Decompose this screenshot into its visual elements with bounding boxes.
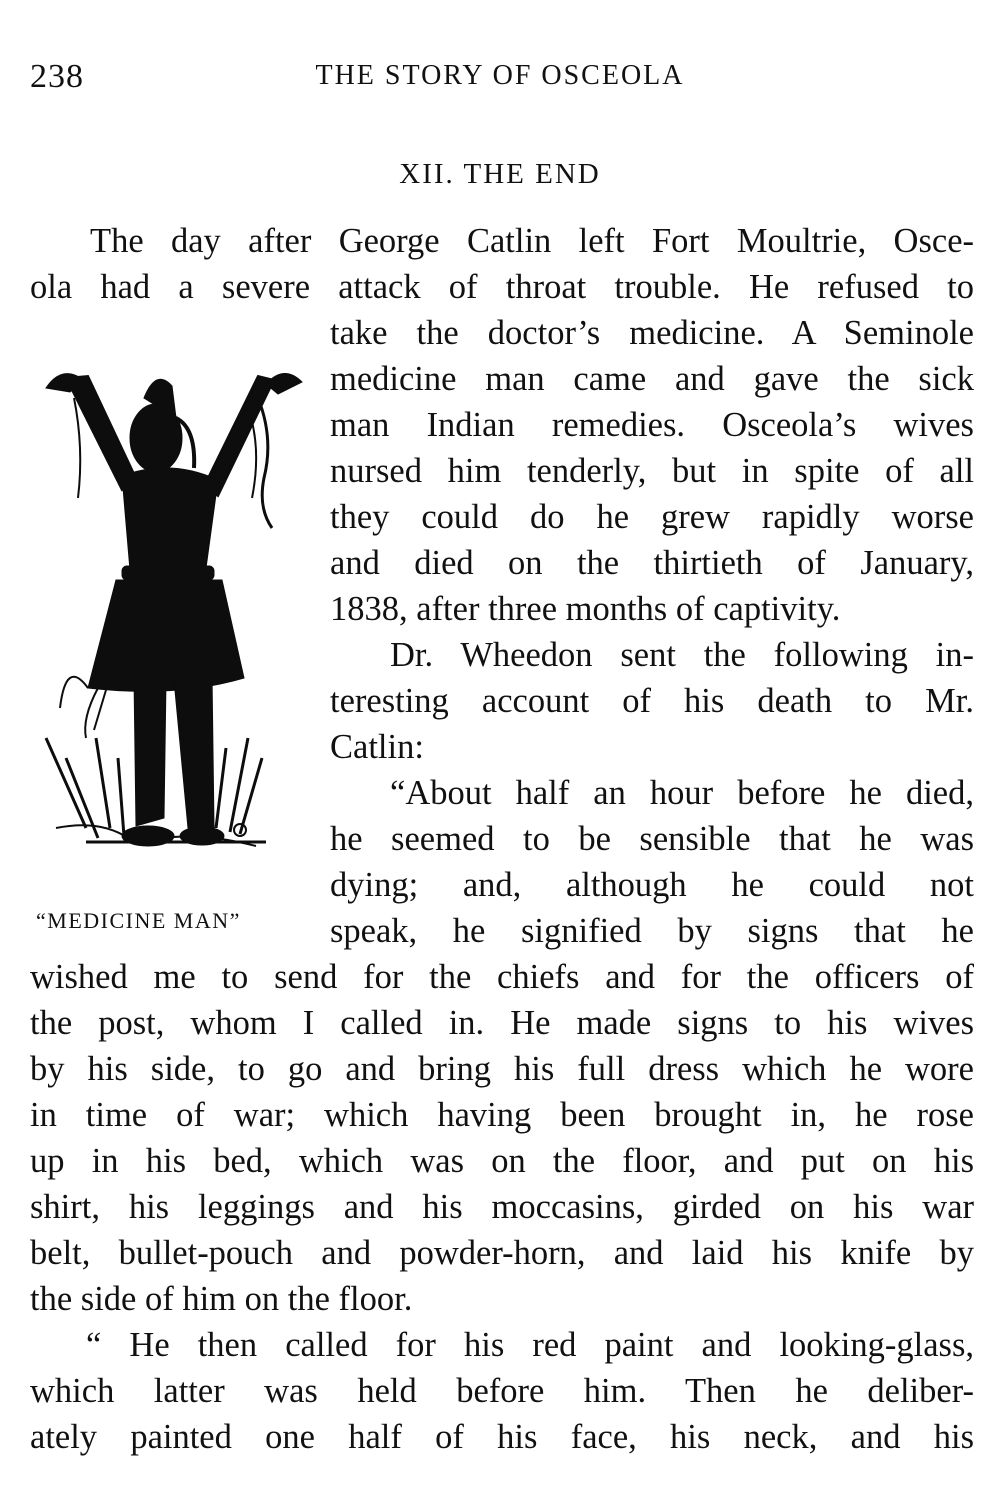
- text-line: by his side, to go and bring his full dress which he wore: [30, 1050, 974, 1088]
- page-number: 238: [30, 58, 84, 95]
- text-line: Dr. Wheedon sent the following in-: [390, 636, 974, 674]
- running-title: THE STORY OF OSCEOLA: [315, 60, 685, 91]
- chapter-title: XII. THE END: [399, 158, 601, 190]
- text-line: belt, bullet-pouch and powder-horn, and laid his knife by: [30, 1234, 974, 1272]
- text-line: they could do he grew rapidly worse: [330, 498, 974, 536]
- text-line: teresting account of his death to Mr.: [330, 682, 974, 720]
- medicine-man-illustration: [26, 358, 316, 898]
- text-line: “About half an hour before he died,: [390, 774, 974, 812]
- text-line: the post, whom I called in. He made signs to his wives: [30, 1004, 974, 1042]
- text-line: 1838, after three months of captivity.: [330, 590, 841, 628]
- text-line: dying; and, although he could not: [330, 866, 974, 904]
- text-line: take the doctor’s medicine. A Seminole: [330, 314, 974, 352]
- text-line: The day after George Catlin left Fort Moultrie, Osce-: [90, 222, 974, 260]
- text-line: Catlin:: [330, 728, 424, 766]
- text-line: nursed him tenderly, but in spite of all: [330, 452, 974, 490]
- page-header: [30, 58, 970, 98]
- text-line: up in his bed, which was on the floor, and put on his: [30, 1142, 974, 1180]
- text-line: shirt, his leggings and his moccasins, girded on his war: [30, 1188, 974, 1226]
- text-line: which latter was held before him. Then he deliber-: [30, 1372, 974, 1410]
- text-line: and died on the thirtieth of January,: [330, 544, 974, 582]
- text-line: he seemed to be sensible that he was: [330, 820, 974, 858]
- text-line: man Indian remedies. Osceola’s wives: [330, 406, 974, 444]
- text-line: medicine man came and gave the sick: [330, 360, 974, 398]
- figure-caption: “MEDICINE MAN”: [36, 908, 241, 933]
- text-line: “ He then called for his red paint and looking-glass,: [86, 1326, 974, 1364]
- text-line: the side of him on the floor.: [30, 1280, 413, 1318]
- text-line: ola had a severe attack of throat trouble. He refused to: [30, 268, 974, 306]
- text-line: ately painted one half of his face, his neck, and his: [30, 1418, 974, 1456]
- text-line: wished me to send for the chiefs and for the officers of: [30, 958, 974, 996]
- text-line: speak, he signified by signs that he: [330, 912, 974, 950]
- text-line: in time of war; which having been brought in, he rose: [30, 1096, 974, 1134]
